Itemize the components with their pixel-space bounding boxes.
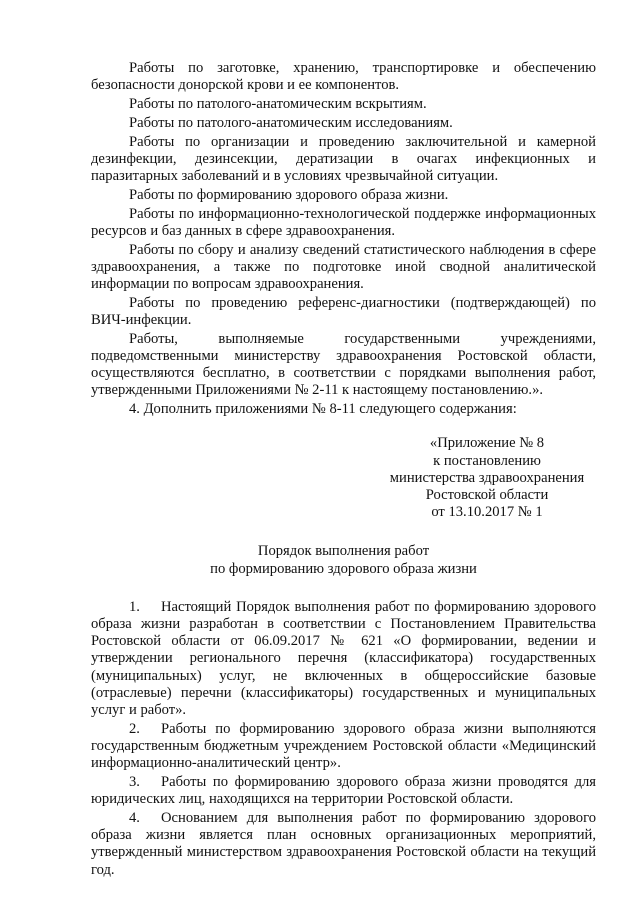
appendix-line: от 13.10.2017 № 1	[431, 504, 543, 521]
paragraph: Работы по сбору и анализу сведений статистического наблюдения в сфере здравоохранения, а также по подготовке иной сводной аналитической информации по вопросам здравоохранения.	[91, 241, 596, 292]
appendix-header	[381, 435, 593, 521]
section-title	[91, 543, 596, 577]
item-number: 3.	[129, 774, 140, 791]
title-line: по формированию здорового образа жизни	[210, 560, 477, 577]
numbered-item	[91, 810, 596, 879]
item-number: 1.	[129, 598, 140, 615]
paragraph: Работы по проведению референс-диагностики (подтверждающей) по ВИЧ-инфекции.	[91, 294, 596, 328]
appendix-line: к постановлению	[433, 452, 541, 469]
paragraph: Работы по организации и проведению заключительной и камерной дезинфекции, дезинсекции, дератизации в очагах инфекционных и паразитарных заболеваний и в условиях чрезвычайной ситуации.	[91, 133, 596, 184]
document-body	[91, 60, 596, 880]
appendix-line: «Приложение № 8	[429, 435, 545, 452]
item-number: 2.	[129, 720, 140, 737]
appendix-line: Ростовской области	[425, 487, 549, 504]
paragraph: Работы по патолого-анатомическим вскрытиям.	[129, 96, 427, 112]
paragraph: 4. Дополнить приложениями № 8-11 следующего содержания:	[129, 401, 517, 418]
item-number: 4.	[129, 810, 140, 827]
title-line: Порядок выполнения работ	[257, 543, 430, 560]
numbered-item	[91, 599, 596, 719]
numbered-item	[91, 721, 596, 773]
paragraph: Работы по формированию здорового образа жизни.	[129, 186, 449, 203]
paragraph: Работы по информационно-технологической поддержке информационных ресурсов и баз данных в сфере здравоохранения.	[91, 205, 596, 239]
numbered-item	[91, 774, 596, 808]
item-text: Работы по формированию здорового образа жизни проводятся для юридических лиц, находящихся на территории Ростовской области.	[91, 774, 596, 808]
paragraph: Работы, выполняемые государственными учреждениями, подведомственными министерству здравоохранения Ростовской области, осуществляются бесплатно, в соответствии с порядками выполнения работ, утвержденными Приложениями № 2-11 к настоящему постановлению.».	[91, 330, 596, 399]
paragraph: Работы по заготовке, хранению, транспортировке и обеспечению безопасности донорской крови и ее компонентов.	[91, 60, 596, 94]
paragraph: Работы по патолого-анатомическим исследованиям.	[129, 114, 453, 131]
item-text: Работы по формированию здорового образа жизни выполняются государственным бюджетным учреждением Ростовской области «Медицинский информационно-аналитический центр».	[91, 720, 596, 772]
item-text: Основанием для выполнения работ по формированию здорового образа жизни является план основных организационных мероприятий, утвержденный министерством здравоохранения Ростовской области на текущий год.	[91, 810, 596, 878]
appendix-line: министерства здравоохранения	[389, 469, 585, 486]
item-text: Настоящий Порядок выполнения работ по формированию здорового образа жизни разработан в соответствии с Постановлением Правительства Ростовской области от 06.09.2017 № 621 «О формировании, ведении и утверждении регионального перечня (классификатора) государственных (муниципальных) услуг, не включенных в общероссийские базовые (отраслевые) перечни (классификаторы) государственных и муниципальных услуг и работ».	[91, 598, 596, 719]
